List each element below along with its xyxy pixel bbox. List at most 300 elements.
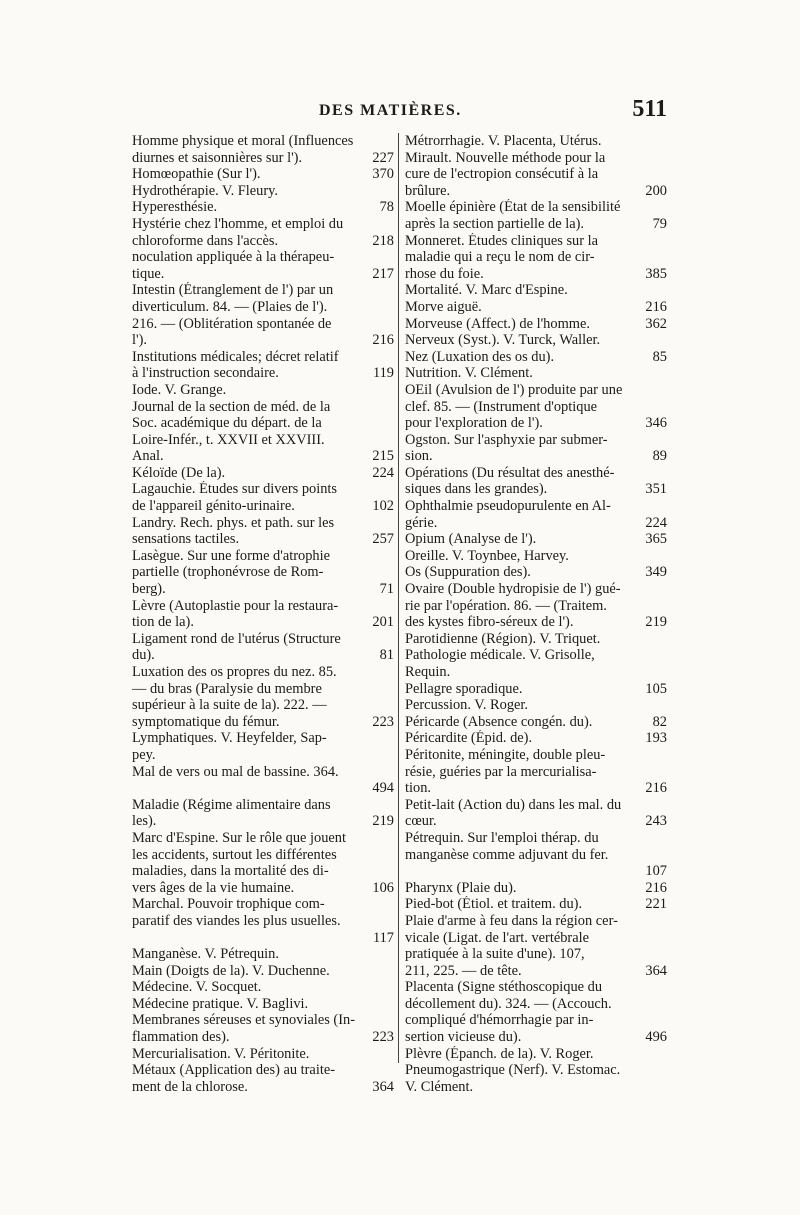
- index-line-text: Marchal. Pouvoir trophique com-: [132, 896, 325, 913]
- index-line-page: [661, 133, 667, 150]
- index-line-text: après la section partielle de la).: [405, 215, 584, 232]
- index-line-page: 223: [372, 713, 394, 730]
- index-line-page: 102: [372, 498, 394, 515]
- index-line: [405, 349, 667, 366]
- index-line-page: [388, 316, 394, 333]
- index-line: [405, 647, 667, 664]
- index-line-text: OEil (Avulsion de l') produite par une: [405, 381, 623, 398]
- index-line-text: les).: [132, 813, 157, 830]
- index-line-page: 351: [645, 481, 667, 498]
- index-line-page: 117: [372, 929, 394, 946]
- index-line: [405, 166, 667, 183]
- index-line-text: l').: [132, 332, 147, 349]
- index-line-page: 89: [652, 448, 667, 465]
- index-line: [132, 564, 394, 581]
- index-line: [132, 664, 394, 681]
- index-line-text: Anal.: [132, 448, 164, 465]
- index-line-text: Nutrition. V. Clément.: [405, 365, 533, 382]
- index-line-text: Péricarde (Absence congén. du).: [405, 713, 593, 730]
- index-line-text: Mercurialisation. V. Péritonite.: [132, 1045, 310, 1062]
- index-line: [405, 332, 667, 349]
- index-line: [405, 598, 667, 615]
- index-line: [405, 199, 667, 216]
- index-line-page: [388, 432, 394, 449]
- index-line-text: pour l'exploration de l').: [405, 415, 543, 432]
- index-line: [405, 316, 667, 333]
- index-line: [132, 847, 394, 864]
- index-line: [405, 714, 667, 731]
- index-line-page: [661, 747, 667, 764]
- index-line-page: 221: [645, 896, 667, 913]
- index-line-text: Manganèse. V. Pétrequin.: [132, 946, 279, 963]
- index-line-text: paratif des viandes les plus usuelles.: [132, 912, 341, 929]
- index-line-text: Péricardite (Épid. de).: [405, 730, 533, 747]
- index-line-page: 215: [372, 448, 394, 465]
- column-divider: [398, 133, 399, 1063]
- index-line: [405, 1079, 667, 1096]
- index-line-page: [661, 1012, 667, 1029]
- index-line-text: Pathologie médicale. V. Grisolle,: [405, 647, 595, 664]
- index-line: [132, 1029, 394, 1046]
- index-line: [405, 432, 667, 449]
- index-line-page: [661, 1079, 667, 1096]
- index-column-left: [132, 133, 394, 1095]
- index-line: [132, 133, 394, 150]
- index-line-text: Pellagre sporadique.: [405, 680, 523, 697]
- index-line-text: sion.: [405, 448, 433, 465]
- index-line-text: 211, 225. — de tête.: [405, 962, 522, 979]
- index-line-page: [661, 199, 667, 216]
- index-line: [405, 697, 667, 714]
- index-line-text: Hyperesthésie.: [132, 199, 218, 216]
- index-line-page: 216: [645, 780, 667, 797]
- index-line: [405, 249, 667, 266]
- index-line-text: sertion vicieuse du).: [405, 1029, 522, 1046]
- index-line: [405, 581, 667, 598]
- index-line: [405, 996, 667, 1013]
- index-line-page: 78: [379, 199, 394, 216]
- index-line-page: 223: [372, 1029, 394, 1046]
- index-line-page: 216: [645, 298, 667, 315]
- index-line-text: berg).: [132, 581, 166, 598]
- index-line-page: 119: [372, 365, 394, 382]
- index-line-text: maladies, dans la mortalité des di-: [132, 863, 329, 880]
- index-line-page: [661, 166, 667, 183]
- index-line-page: [661, 150, 667, 167]
- index-line-text: Lagauchie. Études sur divers points: [132, 481, 338, 498]
- index-line-page: [661, 498, 667, 515]
- index-line: [132, 780, 394, 797]
- index-line-text: des kystes fibro-séreux de l').: [405, 614, 574, 631]
- index-line-page: 71: [379, 581, 394, 598]
- index-line: [132, 614, 394, 631]
- index-line-text: — du bras (Paralysie du membre: [132, 680, 322, 697]
- index-line: [132, 1062, 394, 1079]
- index-line-page: 224: [372, 464, 394, 481]
- index-line-page: [388, 847, 394, 864]
- index-line: [405, 382, 667, 399]
- index-line-text: Plaie d'arme à feu dans la région cer-: [405, 912, 618, 929]
- index-line-text: Loire-Infér., t. XXVII et XXVIII.: [132, 431, 325, 448]
- index-line-text: diverticulum. 84. — (Plaies de l').: [132, 298, 328, 315]
- index-line: [132, 797, 394, 814]
- index-line-page: [661, 465, 667, 482]
- index-line-page: 496: [645, 1029, 667, 1046]
- index-line: [405, 664, 667, 681]
- index-line-text: Ogston. Sur l'asphyxie par submer-: [405, 431, 608, 448]
- index-line: [132, 631, 394, 648]
- index-line-page: [661, 365, 667, 382]
- index-line-page: [388, 963, 394, 980]
- index-line-text: Institutions médicales; décret relatif: [132, 348, 339, 365]
- index-line: [405, 564, 667, 581]
- index-line-page: [388, 382, 394, 399]
- index-line-text: compliqué d'hémorrhagie par in-: [405, 1012, 594, 1029]
- index-line: [132, 1046, 394, 1063]
- index-line-text: Ligament rond de l'utérus (Structure: [132, 630, 341, 647]
- index-line-text: Médecine. V. Socquet.: [132, 979, 262, 996]
- index-line-page: [388, 1012, 394, 1029]
- index-line-page: 105: [645, 680, 667, 697]
- index-line: [405, 913, 667, 930]
- index-line: [405, 1062, 667, 1079]
- index-line-page: [661, 797, 667, 814]
- index-line-text: Homœopathie (Sur l').: [132, 166, 261, 183]
- index-line-page: [661, 382, 667, 399]
- index-line-page: [661, 996, 667, 1013]
- index-line-text: vers âges de la vie humaine.: [132, 879, 295, 896]
- index-line: [132, 531, 394, 548]
- index-line: [132, 963, 394, 980]
- index-line: [132, 216, 394, 233]
- index-line: [405, 813, 667, 830]
- index-line: [132, 233, 394, 250]
- index-line-text: ment de la chlorose.: [132, 1078, 248, 1095]
- index-line-page: [388, 664, 394, 681]
- index-line: [405, 631, 667, 648]
- index-line-text: Pied-bot (Étiol. et traitem. du).: [405, 896, 583, 913]
- index-line: [405, 979, 667, 996]
- index-line-text: Luxation des os propres du nez. 85.: [132, 664, 337, 680]
- index-line: [132, 349, 394, 366]
- index-line-page: 201: [372, 614, 394, 631]
- index-line-page: [661, 647, 667, 664]
- index-line-text: Lèvre (Autoplastie pour la restaura-: [132, 597, 339, 614]
- index-line: [132, 299, 394, 316]
- index-line-text: Lasègue. Sur une forme d'atrophie: [132, 547, 330, 564]
- index-line-page: [661, 233, 667, 250]
- index-line: [405, 531, 667, 548]
- index-line-page: [388, 830, 394, 847]
- index-line-page: 243: [645, 813, 667, 830]
- index-line: [405, 946, 667, 963]
- index-line-text: Métrorrhagie. V. Placenta, Utérus.: [405, 133, 602, 149]
- index-line-text: flammation des).: [132, 1029, 230, 1046]
- index-line-page: [661, 664, 667, 681]
- index-line-text: Homme physique et moral (Influences: [132, 133, 354, 149]
- index-line-page: [661, 631, 667, 648]
- index-line-page: 106: [372, 879, 394, 896]
- index-line-page: [388, 481, 394, 498]
- index-line-text: Plèvre (Épanch. de la). V. Roger.: [405, 1045, 594, 1062]
- index-line: [132, 282, 394, 299]
- index-line-text: Placenta (Signe stéthoscopique du: [405, 979, 603, 996]
- index-line-text: supérieur à la suite de la). 222. —: [132, 697, 327, 714]
- index-line-text: Opium (Analyse de l').: [405, 531, 537, 548]
- index-line-text: Intestin (Étranglement de l') par un: [132, 282, 334, 299]
- index-line: [405, 365, 667, 382]
- index-line-page: [388, 299, 394, 316]
- index-line-page: [388, 1062, 394, 1079]
- index-line: [132, 996, 394, 1013]
- index-line-page: 385: [645, 265, 667, 282]
- index-line-page: [661, 930, 667, 947]
- index-line: [132, 498, 394, 515]
- index-line: [132, 1079, 394, 1096]
- index-line-text: rhose du foie.: [405, 265, 484, 282]
- index-line: [405, 730, 667, 747]
- index-line: [405, 216, 667, 233]
- index-line: [132, 415, 394, 432]
- index-line-page: 82: [652, 713, 667, 730]
- index-line: [132, 813, 394, 830]
- index-line-page: 219: [645, 614, 667, 631]
- index-line: [405, 415, 667, 432]
- index-line-text: Mortalité. V. Marc d'Espine.: [405, 282, 568, 299]
- index-line-page: [388, 415, 394, 432]
- index-line-text: Os (Suppuration des).: [405, 564, 531, 581]
- index-line-text: [132, 930, 367, 947]
- index-line: [405, 515, 667, 532]
- index-line-text: du).: [132, 647, 155, 664]
- index-line-text: pratiquée à la suite d'une). 107,: [405, 946, 585, 963]
- index-line-page: 107: [645, 863, 667, 880]
- index-line-text: rie par l'opération. 86. — (Traitem.: [405, 597, 607, 614]
- index-line-text: Requin.: [405, 664, 451, 680]
- index-line: [132, 183, 394, 200]
- index-line: [132, 515, 394, 532]
- index-line: [132, 399, 394, 416]
- index-line: [405, 1046, 667, 1063]
- index-line-page: [661, 847, 667, 864]
- index-line-text: vicale (Ligat. de l'art. vertébrale: [405, 929, 589, 946]
- index-line-page: [661, 399, 667, 416]
- index-line-page: [661, 979, 667, 996]
- index-line: [405, 863, 667, 880]
- index-line-page: [388, 399, 394, 416]
- index-line: [405, 133, 667, 150]
- index-line-page: [388, 697, 394, 714]
- index-line-text: Journal de la section de méd. de la: [132, 398, 331, 415]
- index-line: [405, 498, 667, 515]
- index-line: [405, 780, 667, 797]
- index-line-text: Monneret. Études cliniques sur la: [405, 232, 599, 249]
- index-line-text: Lymphatiques. V. Heyfelder, Sap-: [132, 730, 327, 747]
- index-line: [132, 896, 394, 913]
- index-line-text: Soc. académique du départ. de la: [132, 415, 322, 432]
- index-line: [132, 681, 394, 698]
- index-line-page: [388, 1046, 394, 1063]
- index-line-text: cure de l'ectropion consécutif à la: [405, 166, 599, 183]
- index-line-text: noculation appliquée à la thérapeu-: [132, 249, 335, 266]
- index-line-text: les accidents, surtout les différentes: [132, 846, 337, 863]
- index-line-text: maladie qui a reçu le nom de cir-: [405, 249, 595, 266]
- index-line-text: décollement du). 324. — (Accouch.: [405, 995, 612, 1012]
- index-line: [132, 647, 394, 664]
- index-line: [132, 747, 394, 764]
- index-line: [132, 448, 394, 465]
- index-line-page: [661, 1046, 667, 1063]
- index-line-text: Membranes séreuses et synoviales (In-: [132, 1012, 355, 1029]
- index-line-text: tion de la).: [132, 614, 194, 631]
- index-line: [132, 979, 394, 996]
- index-line-page: [388, 681, 394, 698]
- index-line-page: 364: [645, 962, 667, 979]
- index-line: [405, 266, 667, 283]
- index-line-page: [661, 282, 667, 299]
- index-line-text: Pétrequin. Sur l'emploi thérap. du: [405, 829, 599, 846]
- index-line-page: 216: [645, 879, 667, 896]
- index-line-page: [661, 1062, 667, 1079]
- index-line-page: 362: [645, 315, 667, 332]
- index-line: [132, 365, 394, 382]
- index-line-page: [661, 764, 667, 781]
- index-line-page: [661, 548, 667, 565]
- index-line: [405, 614, 667, 631]
- index-line-text: Petit-lait (Action du) dans les mal. du: [405, 796, 622, 813]
- index-line-text: Oreille. V. Toynbee, Harvey.: [405, 547, 569, 564]
- index-line-page: [388, 598, 394, 615]
- index-line-page: 365: [645, 531, 667, 548]
- index-line-text: brûlure.: [405, 182, 451, 199]
- index-line-text: chloroforme dans l'accès.: [132, 232, 279, 249]
- index-line-text: clef. 85. — (Instrument d'optique: [405, 398, 598, 415]
- index-line-page: 219: [372, 813, 394, 830]
- index-line-text: V. Clément.: [405, 1078, 474, 1095]
- index-line-page: 364: [372, 1078, 394, 1095]
- index-column-right: [405, 133, 667, 1095]
- index-line-page: [661, 432, 667, 449]
- index-line: [132, 249, 394, 266]
- index-line: [132, 730, 394, 747]
- index-line-text: Parotidienne (Région). V. Triquet.: [405, 630, 601, 647]
- index-line: [405, 1012, 667, 1029]
- index-line-text: Moelle épinière (État de la sensibilité: [405, 199, 621, 216]
- index-line-page: 200: [645, 182, 667, 199]
- index-line-page: 85: [652, 348, 667, 365]
- index-line-page: 81: [379, 647, 394, 664]
- index-line-page: [388, 216, 394, 233]
- index-line-page: [388, 913, 394, 930]
- index-line-page: [661, 598, 667, 615]
- index-line-text: gérie.: [405, 514, 438, 531]
- index-line-text: Opérations (Du résultat des anesthé-: [405, 464, 615, 481]
- index-line: [132, 913, 394, 930]
- index-line-page: [388, 747, 394, 764]
- index-line: [405, 847, 667, 864]
- index-line-text: Maladie (Régime alimentaire dans: [132, 796, 331, 813]
- index-line: [405, 183, 667, 200]
- index-line-page: [388, 349, 394, 366]
- index-line: [132, 199, 394, 216]
- index-line-text: Percussion. V. Roger.: [405, 697, 528, 714]
- index-line-page: 346: [645, 415, 667, 432]
- index-line-text: Médecine pratique. V. Baglivi.: [132, 995, 309, 1012]
- index-line: [405, 548, 667, 565]
- index-line: [405, 282, 667, 299]
- index-line: [132, 150, 394, 167]
- index-line-page: [388, 515, 394, 532]
- index-line-text: résie, guéries par la mercurialisa-: [405, 763, 597, 780]
- page-number: 511: [632, 96, 667, 122]
- index-line-text: de l'appareil génito-urinaire.: [132, 498, 295, 515]
- index-line: [132, 316, 394, 333]
- index-line-page: [388, 863, 394, 880]
- index-line-text: [405, 863, 639, 880]
- index-line: [405, 481, 667, 498]
- index-line-page: [388, 548, 394, 565]
- index-line: [132, 332, 394, 349]
- index-line-text: partielle (trophonévrose de Rom-: [132, 564, 324, 581]
- index-line-text: Mal de vers ou mal de bassine. 364.: [132, 763, 339, 780]
- index-line-page: 227: [372, 149, 394, 166]
- index-line-text: Nez (Luxation des os du).: [405, 348, 555, 365]
- index-line-page: 257: [372, 531, 394, 548]
- index-line-text: Landry. Rech. phys. et path. sur les: [132, 514, 335, 531]
- index-line-text: Morve aiguë.: [405, 298, 482, 315]
- index-line-text: siques dans les grandes).: [405, 481, 548, 498]
- index-line-page: [388, 764, 394, 781]
- index-line-page: [388, 797, 394, 814]
- index-line-text: Marc d'Espine. Sur le rôle que jouent: [132, 829, 346, 846]
- index-line: [405, 681, 667, 698]
- index-line-page: [661, 249, 667, 266]
- index-line-page: [388, 564, 394, 581]
- index-line-page: [388, 996, 394, 1013]
- index-line-text: manganèse comme adjuvant du fer.: [405, 846, 609, 863]
- running-head: DES MATIÈRES.: [319, 102, 462, 119]
- index-line: [132, 481, 394, 498]
- index-line: [405, 830, 667, 847]
- index-line-page: [388, 896, 394, 913]
- index-line: [132, 581, 394, 598]
- index-line-text: Pneumogastrique (Nerf). V. Estomac.: [405, 1062, 621, 1079]
- index-line: [132, 697, 394, 714]
- index-line-page: 494: [372, 780, 394, 797]
- index-line-page: [661, 697, 667, 714]
- index-line-text: tion.: [405, 780, 431, 797]
- index-line-page: [661, 946, 667, 963]
- index-line-page: [661, 332, 667, 349]
- index-line: [405, 880, 667, 897]
- index-line-page: 218: [372, 232, 394, 249]
- index-line: [405, 465, 667, 482]
- index-line-text: à l'instruction secondaire.: [132, 365, 279, 382]
- index-line: [132, 930, 394, 947]
- index-line: [132, 465, 394, 482]
- index-line-page: [388, 249, 394, 266]
- index-line-page: [388, 946, 394, 963]
- index-line: [405, 299, 667, 316]
- index-line-page: [388, 730, 394, 747]
- index-line-text: diurnes et saisonnières sur l').: [132, 149, 303, 166]
- page-header: [134, 96, 667, 126]
- index-line: [132, 1012, 394, 1029]
- index-line-text: [132, 780, 366, 797]
- index-line: [132, 266, 394, 283]
- index-line: [405, 764, 667, 781]
- index-line-text: Main (Doigts de la). V. Duchenne.: [132, 962, 330, 979]
